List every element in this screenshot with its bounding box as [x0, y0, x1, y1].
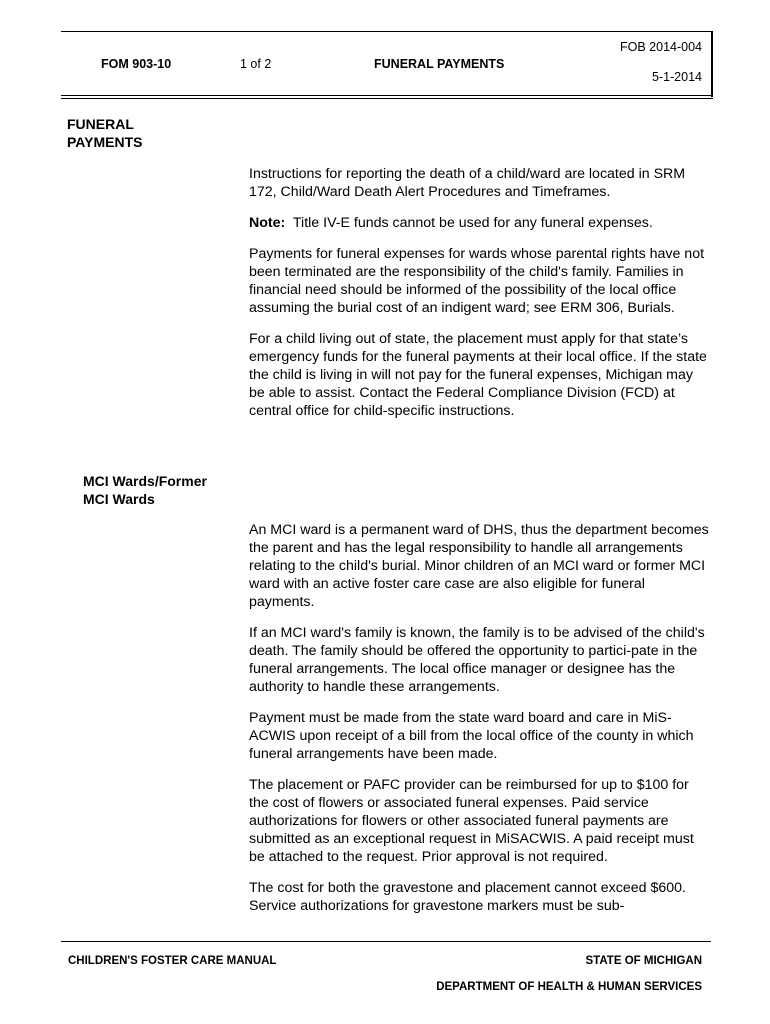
note-paragraph	[249, 214, 711, 232]
footer-department: DEPARTMENT OF HEALTH & HUMAN SERVICES	[436, 981, 702, 993]
subsection-title-line-2: MCI Wards	[83, 491, 155, 507]
paragraph: If an MCI ward's family is known, the family is to be advised of the child's death. The family should be offered the opportunity to partici-pate in the funeral arrangements. The local office manager or designee has the authority to handle these arrangements.	[249, 625, 705, 695]
mci-body	[249, 521, 711, 928]
paragraph: The cost for both the gravestone and placement cannot exceed $600. Service authorizations for gravestone markers must be sub-	[249, 880, 686, 914]
header-bottom-rule-2	[61, 98, 713, 99]
header-right-rule	[711, 31, 713, 97]
subsection-title	[83, 472, 207, 508]
section-title-line-1: FUNERAL	[67, 116, 134, 132]
footer-rule	[61, 941, 711, 942]
section-title	[67, 115, 142, 151]
header-top-rule	[61, 31, 711, 32]
paragraph: Payments for funeral expenses for wards whose parental rights have not been terminated are the responsibility of the child's family. Families in financial need should be informed of the possibility of the local office assuming the burial cost of an indigent ward; see ERM 306, Burials.	[249, 246, 705, 316]
paragraph: Instructions for reporting the death of a child/ward are located in SRM 172, Child/Ward Death Alert Procedures and Timeframes.	[249, 166, 686, 200]
note-text: Title IV-E funds cannot be used for any funeral expenses.	[292, 215, 653, 231]
paragraph: For a child living out of state, the placement must apply for that state’s emergency funds for the funeral payments at their local office. If the state the child is living in will not pay for the funeral expenses, Michigan may be able to assist. Contact the Federal Compliance Division (FCD) at central office for child-specific instructions.	[249, 331, 707, 419]
paragraph: An MCI ward is a permanent ward of DHS, thus the department becomes the parent and has the legal responsibility to handle all arrangements relating to the child's burial. Minor children of an MCI ward or former MCI ward with an active foster care case are also eligible for funeral payments.	[249, 522, 709, 610]
subsection-title-line-1: MCI Wards/Former	[83, 473, 207, 489]
note-label: Note:	[249, 215, 286, 231]
paragraph: The placement or PAFC provider can be reimbursed for up to $100 for the cost of flowers or associated funeral expenses. Paid service authorizations for flowers or other associated funeral payments are submitted as an exceptional request in MiSACWIS. A paid receipt must be attached to the request. Prior approval is not required.	[249, 777, 694, 865]
bulletin-number: FOB 2014-004	[620, 40, 702, 54]
header-bottom-rule	[61, 95, 713, 96]
paragraph: Payment must be made from the state ward board and care in MiS-ACWIS upon receipt of a bill from the local office of the county in which funeral arrangements have been made.	[249, 710, 694, 762]
header-title: FUNERAL PAYMENTS	[374, 57, 505, 71]
footer-manual: CHILDREN'S FOSTER CARE MANUAL	[68, 955, 277, 967]
section-title-line-2: PAYMENTS	[67, 134, 143, 150]
intro-body	[249, 165, 711, 433]
footer-state: STATE OF MICHIGAN	[585, 955, 702, 967]
bulletin-date: 5-1-2014	[651, 70, 702, 84]
page-number: 1 of 2	[240, 57, 272, 71]
doc-id: FOM 903-10	[101, 57, 172, 71]
